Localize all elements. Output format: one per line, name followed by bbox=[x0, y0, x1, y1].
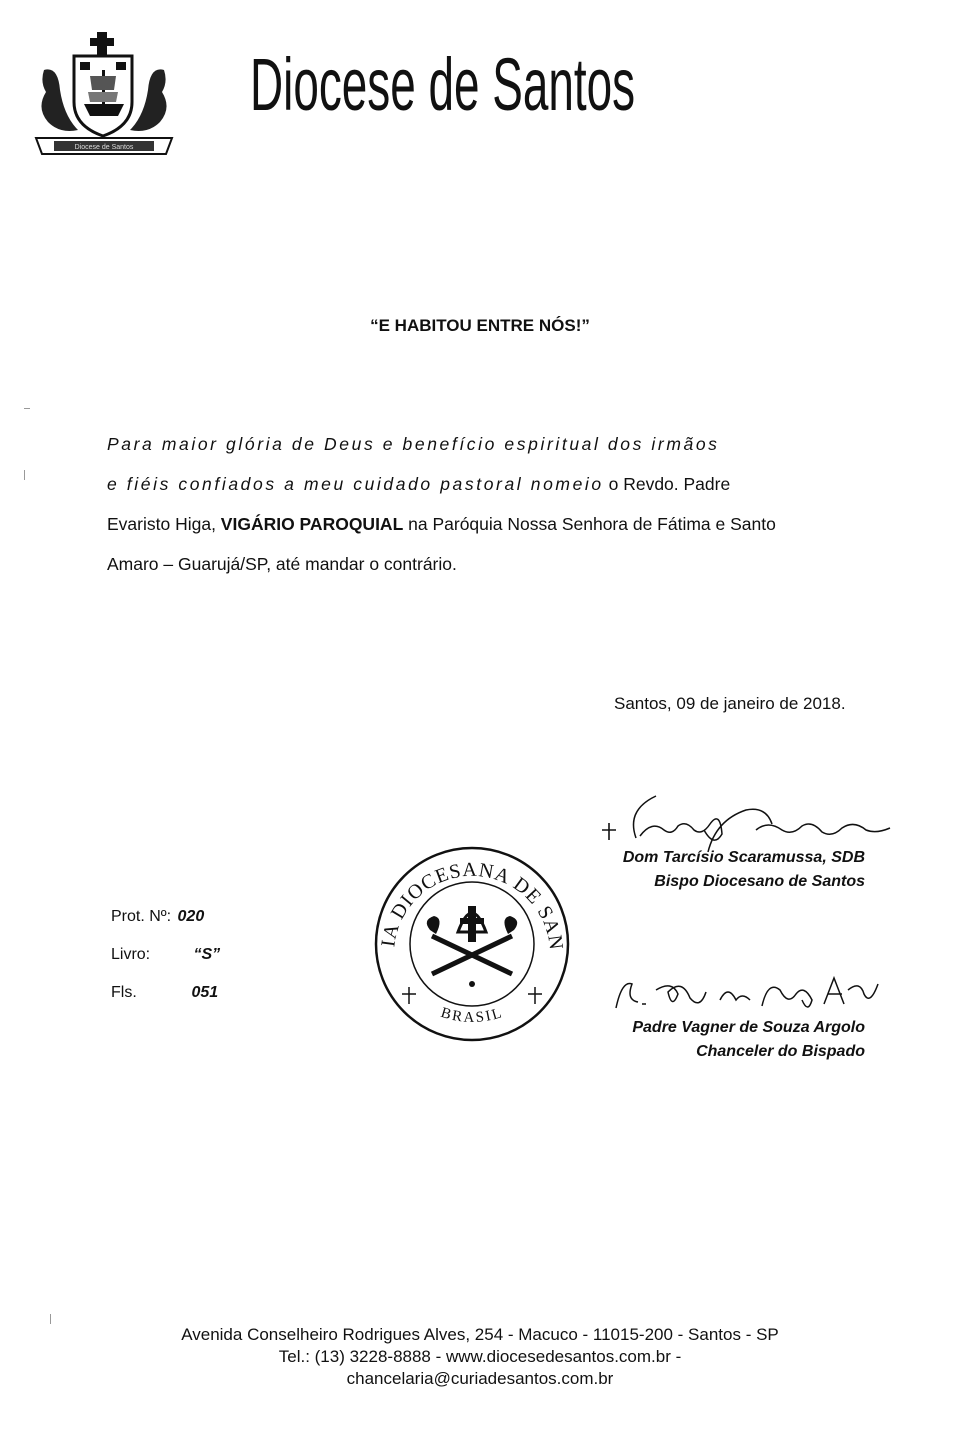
curia-seal bbox=[372, 844, 572, 1044]
document-footer bbox=[0, 1324, 960, 1390]
sheet-number: Fls. 051 bbox=[111, 984, 219, 1001]
body-line-3: Evaristo Higa, VIGÁRIO PAROQUIAL na Paróquia Nossa Senhora de Fátima e Santo bbox=[107, 514, 776, 534]
body-line-4: Amaro – Guarujá/SP, até mandar o contrário. bbox=[107, 554, 457, 574]
body-line-1: Para maior glória de Deus e benefício espiritual dos irmãos bbox=[107, 434, 720, 454]
coat-of-arms-logo bbox=[34, 30, 174, 160]
chancellor-signature-block bbox=[560, 1016, 865, 1064]
appointment-text bbox=[107, 424, 867, 584]
protocol-number: Prot. Nº: 020 bbox=[111, 908, 205, 925]
coat-ribbon-text: Diocese de Santos bbox=[74, 144, 134, 151]
chancellor-role: Chanceler do Bispado bbox=[696, 1043, 865, 1060]
appointment-title: VIGÁRIO PAROQUIAL bbox=[220, 514, 404, 534]
document-motto: “E HABITOU ENTRE NÓS!” bbox=[370, 316, 590, 335]
seal-bottom-text: BRASIL bbox=[438, 1004, 506, 1027]
body-line-2: e fiéis confiados a meu cuidado pastoral nomeio o Revdo. Padre bbox=[107, 474, 731, 494]
scan-speck bbox=[50, 1314, 51, 1324]
footer-email: chancelaria@curiadesantos.com.br bbox=[346, 1369, 614, 1388]
book-number: Livro: “S” bbox=[111, 946, 221, 963]
svg-text:BRASIL bbox=[439, 1005, 505, 1026]
bishop-name: Dom Tarcísio Scaramussa, SDB bbox=[622, 849, 865, 866]
document-date: Santos, 09 de janeiro de 2018. bbox=[614, 694, 846, 713]
bishop-role: Bispo Diocesano de Santos bbox=[654, 873, 865, 890]
diocese-title: Diocese de Santos bbox=[250, 43, 636, 126]
footer-contact: Tel.: (13) 3228-8888 - www.diocesedesantos.com.br - bbox=[278, 1347, 682, 1366]
footer-address: Avenida Conselheiro Rodrigues Alves, 254 - Macuco - 11015-200 - Santos - SP bbox=[181, 1325, 779, 1344]
scan-speck bbox=[24, 470, 25, 480]
bishop-signature-block bbox=[560, 846, 865, 894]
chancellor-signature bbox=[612, 970, 882, 1020]
seal-arc-text: IA DIOCESANA DE SAN bbox=[377, 858, 568, 952]
scan-speck bbox=[24, 408, 30, 409]
chancellor-name: Padre Vagner de Souza Argolo bbox=[632, 1019, 865, 1036]
